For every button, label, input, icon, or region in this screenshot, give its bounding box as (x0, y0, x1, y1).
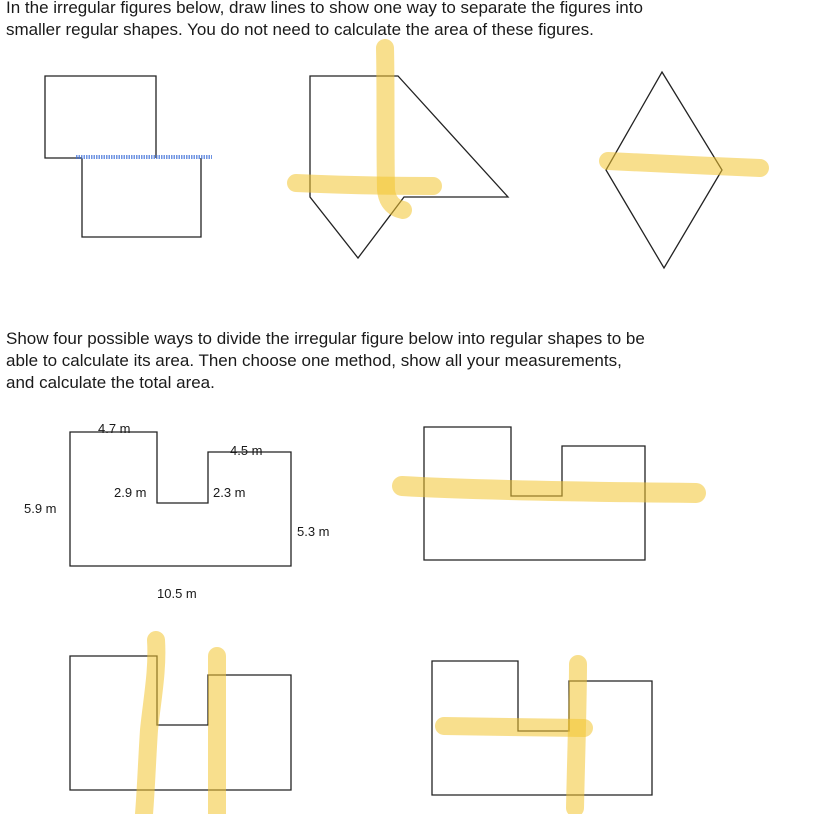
figure-division-c (432, 661, 652, 808)
instruction-line: Show four possible ways to divide the irregular figure below into regular shapes to be (6, 329, 645, 348)
label-notch-left: 2.9 m (114, 485, 147, 500)
highlight-vertical (575, 664, 578, 808)
figure-irregular-polygon (296, 48, 508, 258)
highlight-horizontal (402, 486, 696, 493)
instruction-line: and calculate the total area. (6, 373, 215, 392)
lower-rectangle (82, 158, 201, 237)
label-top-right-width: 4.5 m (230, 443, 263, 458)
label-left-height: 5.9 m (24, 501, 57, 516)
highlight-horizontal (608, 161, 760, 168)
instruction-line: smaller regular shapes. You do not need to calculate the area of these figures. (6, 20, 594, 39)
figure-division-b (70, 640, 291, 814)
figure-stacked-rectangles (45, 76, 212, 237)
highlight-horizontal (296, 183, 433, 186)
label-top-left-width: 4.7 m (98, 421, 131, 436)
instruction-line: able to calculate its area. Then choose one method, show all your measurements, (6, 351, 622, 370)
polygon-outline (310, 76, 508, 258)
label-bottom-width: 10.5 m (157, 586, 197, 601)
division-b-outline (70, 656, 291, 790)
highlight-vertical-left (144, 640, 156, 814)
highlight-horizontal (444, 726, 584, 728)
label-notch-right: 2.3 m (213, 485, 246, 500)
instruction-line: In the irregular figures below, draw lines to show one way to separate the figures into (6, 0, 643, 17)
figure-labeled (24, 421, 330, 601)
figure-rhombus (606, 72, 760, 268)
figure-division-a (402, 427, 696, 560)
upper-rectangle (45, 76, 156, 158)
label-right-height: 5.3 m (297, 524, 330, 539)
